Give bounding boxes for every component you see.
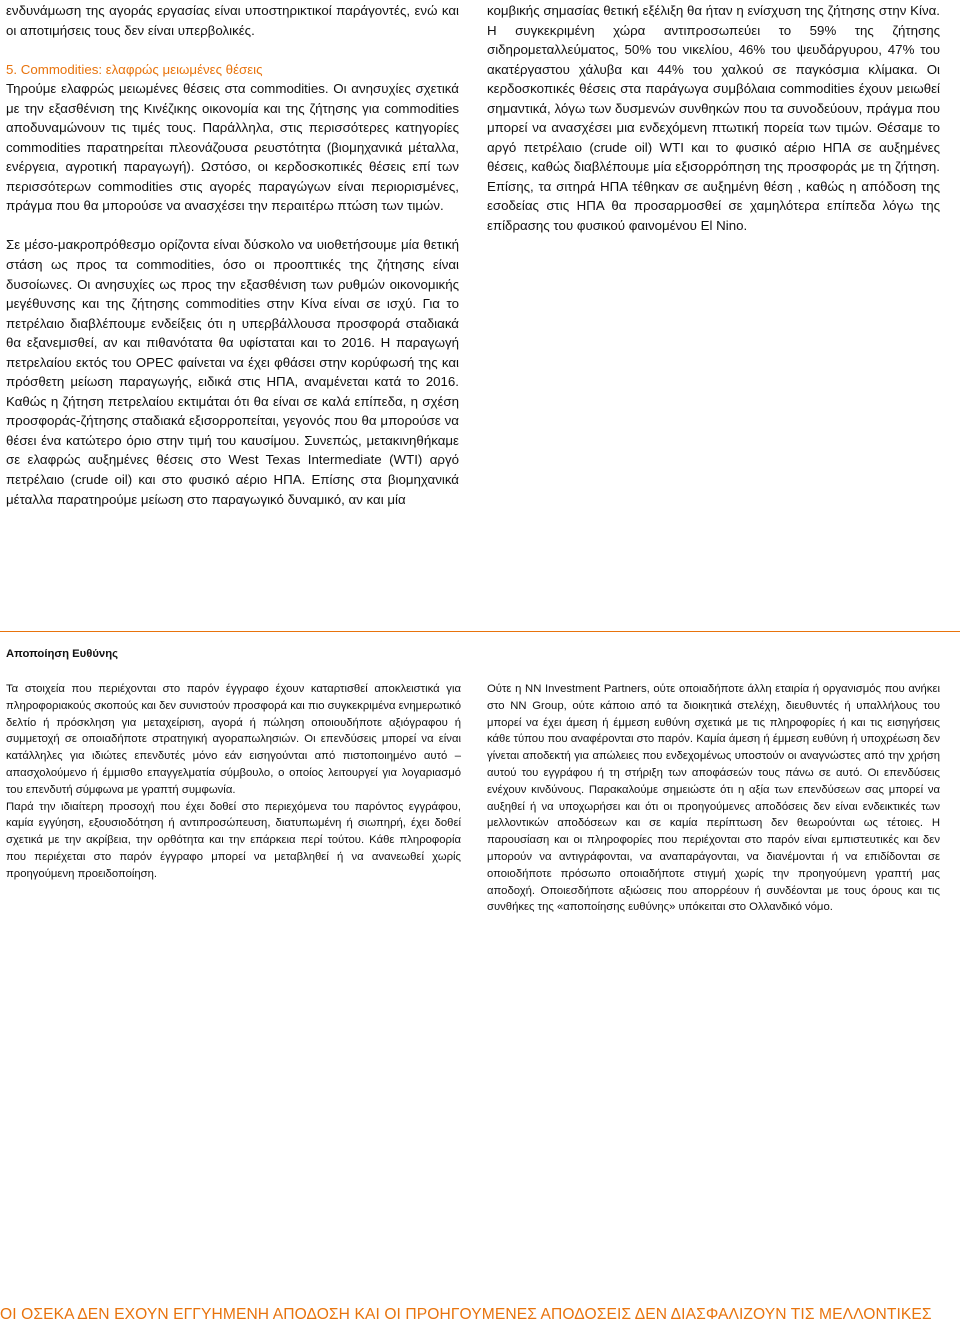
section-heading: 5. Commodities: ελαφρώς μειωμένες θέσεις	[6, 61, 263, 77]
footer-notice: ΟΙ ΟΣΕΚΑ ΔΕΝ ΕΧΟΥΝ ΕΓΓΥΗΜΕΝΗ ΑΠΟΔΟΣΗ ΚΑΙ ΟΙ ΠΡΟΗΓΟΥΜΕΝΕΣ ΑΠΟΔΟΣΕΙΣ ΔΕΝ ΔΙΑΣΦΑΛΙΖΟΥΝ ΤΙΣ ΜΕΛΛΟΝΤΙΚΕΣ	[0, 1306, 932, 1323]
right-column	[487, 1, 940, 236]
disclaimer-paragraph: Ούτε η NN Investment Partners, ούτε οποιαδήποτε άλλη εταιρία ή οργανισμός που ανήκει στο NN Group, ούτε κάποιο από τα διοικητικά στελέχη, διευθυντές ή υπαλλήλους του μπορεί να έχει άμεση ή έμμεση ευθύνη σχετικά με τις πληροφορίες ή και τις εισηγήσεις κάθε τύπου που αναφέρονται στο παρόν. Καμία άμεση ή έμμεση ευθύνη ή υποχρέωση δεν γίνεται αποδεκτή για απώλειες που ενδεχομένως υποστούν οι αναγνώστες από την χρήση αυτού του εγγράφου ή τη στήριξη των αποφάσεών τους πάνω σε αυτό. Οι επενδύσεις ενέχουν κινδύνους. Παρακαλούμε σημειώστε ότι η αξία των επενδύσεων σας μπορεί να αυξηθεί ή να υποχωρήσει και ότι οι προηγούμενες αποδόσεις δεν είναι ενδεικτικές των μελλοντικών αποδόσεων και σε καμία περίπτωση δεν θεωρούνται ως τέτοιες. Η παρουσίαση και οι πληροφορίες που περιέχονται στο παρόν είναι εμπιστευτικές και δεν μπορούν να αντιγράφονται, να αναπαράγονται, να διανέμονται ή να επιδίδονται σε οποιοδήποτε πρόσωπο οποιαδήποτε στιγμή χωρίς την προηγούμενη γραπτή μας αποδοχή. Οποιεσδήποτε αξιώσεις που απορρέουν ή συνδέονται με τους όρους και τις συνθήκες της «αποποίησης ευθύνης» υπόκειται στο Ολλανδικό νόμο.	[487, 683, 940, 914]
intro-paragraph: ενδυνάμωση της αγοράς εργασίας είναι υποστηρικτικοί παράγοντές, ενώ και οι αποτιμήσεις τους δεν είναι υπερβολικές.	[6, 3, 459, 38]
commodities-paragraph-continued: κομβικής σημασίας θετική εξέλιξη θα ήταν η ενίσχυση της ζήτησης στην Κίνα. Η συγκεκριμένη χώρα αντιπροσωπεύει το 59% της ζήτησης σιδηρομεταλλεύματος, 50% του νικελίου, 46% του ψευδάργυρου, 47% του ακατέργαστου χάλυβα και 44% του χαλκού σε παγκόσμια κλίμακα. Οι κερδοσκοπικές θέσεις στα παράγωγα συμβόλαια commodities έχουν μειωθεί σημαντικά, λόγω των δυσμενών συνθηκών που τα συνοδεύουν, πράγμα που μπορεί να ανασχέσει μια ενδεχόμενη πτωτική πορεία των τιμών. Θέσαμε το αργό πετρέλαιο (crude oil) WTI και το φυσικό αέριο ΗΠΑ σε αυξημένες θέσεις, καθώς διαβλέπουμε μία εξισορρόπηση της προσφοράς με τη ζήτηση. Επίσης, τα σιτηρά ΗΠΑ τέθηκαν σε αυξημένη θέση , καθώς η απόδοση της εσοδείας στις ΗΠΑ θα προσαρμοσθεί σε χαμηλότερα επίπεδα λόγω της επίδρασης του φυσικού φαινομένου El Nino.	[487, 3, 940, 234]
disclaimer-left-column	[6, 681, 461, 883]
commodities-paragraph-1: Τηρούμε ελαφρώς μειωμένες θέσεις στα commodities. Οι ανησυχίες σχετικά με την εξασθένιση της Κινέζικης οικονομία και της ζήτησης για commodities αποδυναμώνουν τις τιμές τους. Παράλληλα, στις περισσότερες κατηγορίες commodities παρατηρείται πλεονάζουσα ρευστότητα (βιομηχανικά μέταλλα, ενέργεια, αγροτική παραγωγή). Ωστόσο, οι κερδοσκοπικές θέσεις επί των περισσότερων commodities στις αγορές παραγώγων είναι περιορισμένες, πράγμα που θα μπορούσε να ανασχέσει την περαιτέρω πτώση των τιμών.	[6, 81, 459, 214]
left-column	[6, 1, 459, 509]
disclaimer-paragraph: Τα στοιχεία που περιέχονται στο παρόν έγγραφο έχουν καταρτισθεί αποκλειστικά για πληροφοριακούς σκοπούς και δεν συνιστούν προσφορά και πιο συγκεκριμένα ενημερωτικό δελτίο ή πρόσκληση για μεταχείριση, αγορά ή πώληση οποιουδήποτε αξιόγραφου ή συμμετοχή σε οποιαδήποτε στρατηγική αγοραπωλησιών. Οι επενδύσεις μπορεί να είναι κατάλληλες για ιδιώτες επενδυτές μόνο εάν εισηγούνται από πιστοποιημένο αυτό – απασχολούμενο ή έμμισθο επαγγελματία σύμβουλο, ο οποίος λειτουργεί για λογαριασμό του επενδυτή σύμφωνα με γραπτή συμφωνία.	[6, 683, 461, 796]
section-divider	[0, 631, 960, 632]
disclaimer-title: Αποποίηση Ευθύνης	[6, 648, 118, 660]
commodities-paragraph-2: Σε μέσο-μακροπρόθεσμο ορίζοντα είναι δύσκολο να υιοθετήσουμε μία θετική στάση ως προς τα commodities, όσο οι προοπτικές της ζήτησης είναι δυσοίωνες. Οι ανησυχίες ως προς την εξασθένιση των ρυθμών οικονομικής μεγέθυνσης και της ζήτησης commodities στην Κίνα είναι σε ισχύ. Για το πετρέλαιο διαβλέπουμε ενδείξεις ότι η υπερβάλλουσα προσφορά σταδιακά θα εξανεμισθεί, αν και πιθανότατα θα υφίσταται και το 2016. Η παραγωγή πετρελαίου εκτός του OPEC φαίνεται να έχει φθάσει στην κορύφωσή της και πρόσθετη μείωση παραγωγής, ειδικά στις ΗΠΑ, αναμένεται κατά το 2016. Καθώς η ζήτηση πετρελαίου εκτιμάται ότι θα είναι σε καλά επίπεδα, η σχέση προσφοράς-ζήτησης σταδιακά εξισορροπείται, γεγονός που θα μπορούσε να θέσει ένα κατώτερο όριο στην τιμή του καυσίμου. Συνεπώς, μετακινηθήκαμε σε ελαφρώς αυξημένες θέσεις στο West Texas Intermediate (WTI) αργό πετρέλαιο (crude oil) και στο φυσικό αέριο ΗΠΑ. Επίσης στα βιομηχανικά μέταλλα παρατηρούμε μείωση στο παραγωγικό δυναμικό, αν και μία	[6, 237, 459, 507]
disclaimer-right-column	[487, 681, 940, 916]
paragraph-spacer	[6, 216, 459, 236]
disclaimer-paragraph: Παρά την ιδιαίτερη προσοχή που έχει δοθεί στο περιεχόμενα του παρόντος εγγράφου, καμία εγγύηση, εξουσιοδότηση ή αντιπροσώπευση, διατυπωμένη ή σιωπηρή, έχει δοθεί σχετικά με την ακρίβεια, την ορθότητα και την επάρκεια περί τούτου. Κάθε πληροφορία που περιέχεται στο παρόν έγγραφο μπορεί να μεταβληθεί ή να ανανεωθεί χωρίς προηγούμενη προειδοποίηση.	[6, 800, 461, 880]
paragraph-spacer	[6, 40, 459, 60]
